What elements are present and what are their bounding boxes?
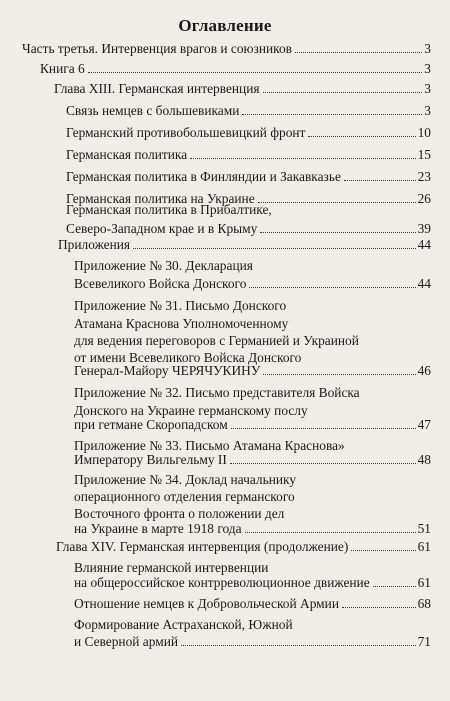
dot-leader	[190, 158, 415, 159]
toc-entry-text: Приложения	[58, 237, 131, 252]
toc-entry-appendix-31[interactable]	[74, 362, 431, 379]
toc-entry-text-line: Приложение № 34. Доклад начальнику	[74, 472, 297, 487]
toc-entry-text: Германская политика на Украине	[66, 191, 255, 206]
toc-entry-text-line: Восточного фронта о положении дел	[74, 506, 285, 521]
toc-entry-text: Генерал-Майору ЧЕРЯЧУКИНУ	[74, 363, 261, 378]
toc-entry-text: Германская политика	[66, 147, 188, 162]
toc-entry-section[interactable]	[66, 124, 431, 141]
page-title: Оглавление	[178, 16, 272, 35]
dot-leader	[373, 586, 416, 587]
toc-entry-text: при гетмане Скоропадском	[74, 417, 228, 432]
toc-page-number: 48	[417, 452, 431, 467]
toc-entry-text-line: Атамана Краснова Уполномоченному	[74, 316, 289, 331]
dot-leader	[344, 180, 416, 181]
dot-leader	[260, 232, 415, 233]
dot-leader	[249, 287, 415, 288]
toc-entry-text-line: Формирование Астраханской, Южной	[74, 617, 293, 632]
toc-entry-section[interactable]	[74, 595, 431, 612]
dot-leader	[245, 532, 416, 533]
toc-entry-text: Книга 6	[40, 61, 85, 76]
toc-page-number: 26	[417, 191, 431, 206]
dot-leader	[308, 136, 415, 137]
toc-entry-appendix-30[interactable]	[74, 275, 431, 292]
toc-entry-section[interactable]	[66, 220, 431, 237]
toc-entry-appendices[interactable]	[58, 236, 431, 253]
toc-page-number: 3	[424, 103, 431, 118]
toc-entry-text-line: Приложение № 30. Декларация	[74, 258, 253, 273]
dot-leader	[351, 550, 415, 551]
toc-entry-text: Северо-Западном крае и в Крыму	[66, 221, 258, 236]
dot-leader	[242, 114, 422, 115]
dot-leader	[230, 463, 416, 464]
dot-leader	[258, 202, 416, 203]
toc-entry-part3[interactable]	[22, 40, 431, 57]
toc-page-number: 15	[417, 147, 431, 162]
dot-leader	[88, 72, 423, 73]
toc-entry-text: Глава XIII. Германская интервенция	[54, 81, 260, 96]
toc-entry-text: Связь немцев с большевиками	[66, 103, 240, 118]
toc-page-number: 51	[417, 521, 431, 536]
toc-page-number: 23	[417, 169, 431, 184]
toc-entry-text: и Северной армий	[74, 634, 179, 649]
toc-entry-text: Всевеликого Войска Донского	[74, 276, 247, 291]
toc-entry-section[interactable]	[66, 102, 431, 119]
dot-leader	[263, 374, 415, 375]
toc-entry-text: на общероссийское контрреволюционное движение	[74, 575, 370, 590]
toc-entry-text-line: от имени Всевеликого Войска Донского	[74, 350, 302, 365]
dot-leader	[181, 645, 416, 646]
toc-entry-book6[interactable]	[40, 60, 431, 77]
toc-entry-text: на Украине в марте 1918 года	[74, 521, 242, 536]
toc-entry-text: Часть третья. Интервенция врагов и союзников	[22, 41, 292, 56]
toc-entry-text: Глава XIV. Германская интервенция (продолжение)	[56, 539, 349, 554]
toc-entry-text-line: Донского на Украине германскому послу	[74, 403, 308, 418]
toc-entry-chapter-13[interactable]	[54, 80, 431, 97]
toc-entry-text: Императору Вильгельму II	[74, 452, 227, 467]
dot-leader	[295, 52, 422, 53]
toc-entry-text-line: для ведения переговоров с Германией и Украиной	[74, 333, 359, 348]
toc-entry-text-line: Влияние германской интервенции	[74, 560, 269, 575]
toc-entry-appendix-32[interactable]	[74, 416, 431, 433]
toc-page-number: 3	[424, 61, 431, 76]
toc-page-number: 39	[417, 221, 431, 236]
toc-page-number: 61	[417, 575, 431, 590]
toc-entry-chapter-14[interactable]	[56, 538, 431, 555]
toc-entry-text: Германская политика в Финляндии и Закавказье	[66, 169, 341, 184]
toc-entry-text-line: Германская политика в Прибалтике,	[66, 202, 272, 217]
toc-page-number: 10	[417, 125, 431, 140]
toc-page-number: 44	[417, 237, 431, 252]
toc-entry-text: Германский противобольшевицкий фронт	[66, 125, 306, 140]
toc-page-number: 44	[417, 276, 431, 291]
toc-entry-text: Отношение немцев к Добровольческой Армии	[74, 596, 339, 611]
toc-page-number: 61	[417, 539, 431, 554]
dot-leader	[231, 428, 416, 429]
toc-page-number: 68	[417, 596, 431, 611]
toc-entry-text-line: Приложение № 31. Письмо Донского	[74, 298, 287, 313]
toc-entry-text-line: Приложение № 32. Письмо представителя Войска	[74, 385, 360, 400]
dot-leader	[133, 248, 416, 249]
toc-entry-text-line: Приложение № 33. Письмо Атамана Краснова»	[74, 438, 345, 453]
toc-entry-appendix-33[interactable]	[74, 451, 431, 468]
toc-page-number: 71	[417, 634, 431, 649]
toc-page-number: 3	[424, 41, 431, 56]
toc-entry-appendix-34[interactable]	[74, 520, 431, 537]
toc-entry-text-line: операционного отделения германского	[74, 489, 295, 504]
dot-leader	[263, 92, 423, 93]
toc-entry-section[interactable]	[74, 574, 431, 591]
toc-entry-section[interactable]	[74, 633, 431, 650]
dot-leader	[342, 607, 416, 608]
toc-page-number: 47	[417, 417, 431, 432]
toc-entry-section[interactable]	[66, 168, 431, 185]
toc-entry-section[interactable]	[66, 146, 431, 163]
toc-page-number: 46	[417, 363, 431, 378]
toc-page-number: 3	[424, 81, 431, 96]
